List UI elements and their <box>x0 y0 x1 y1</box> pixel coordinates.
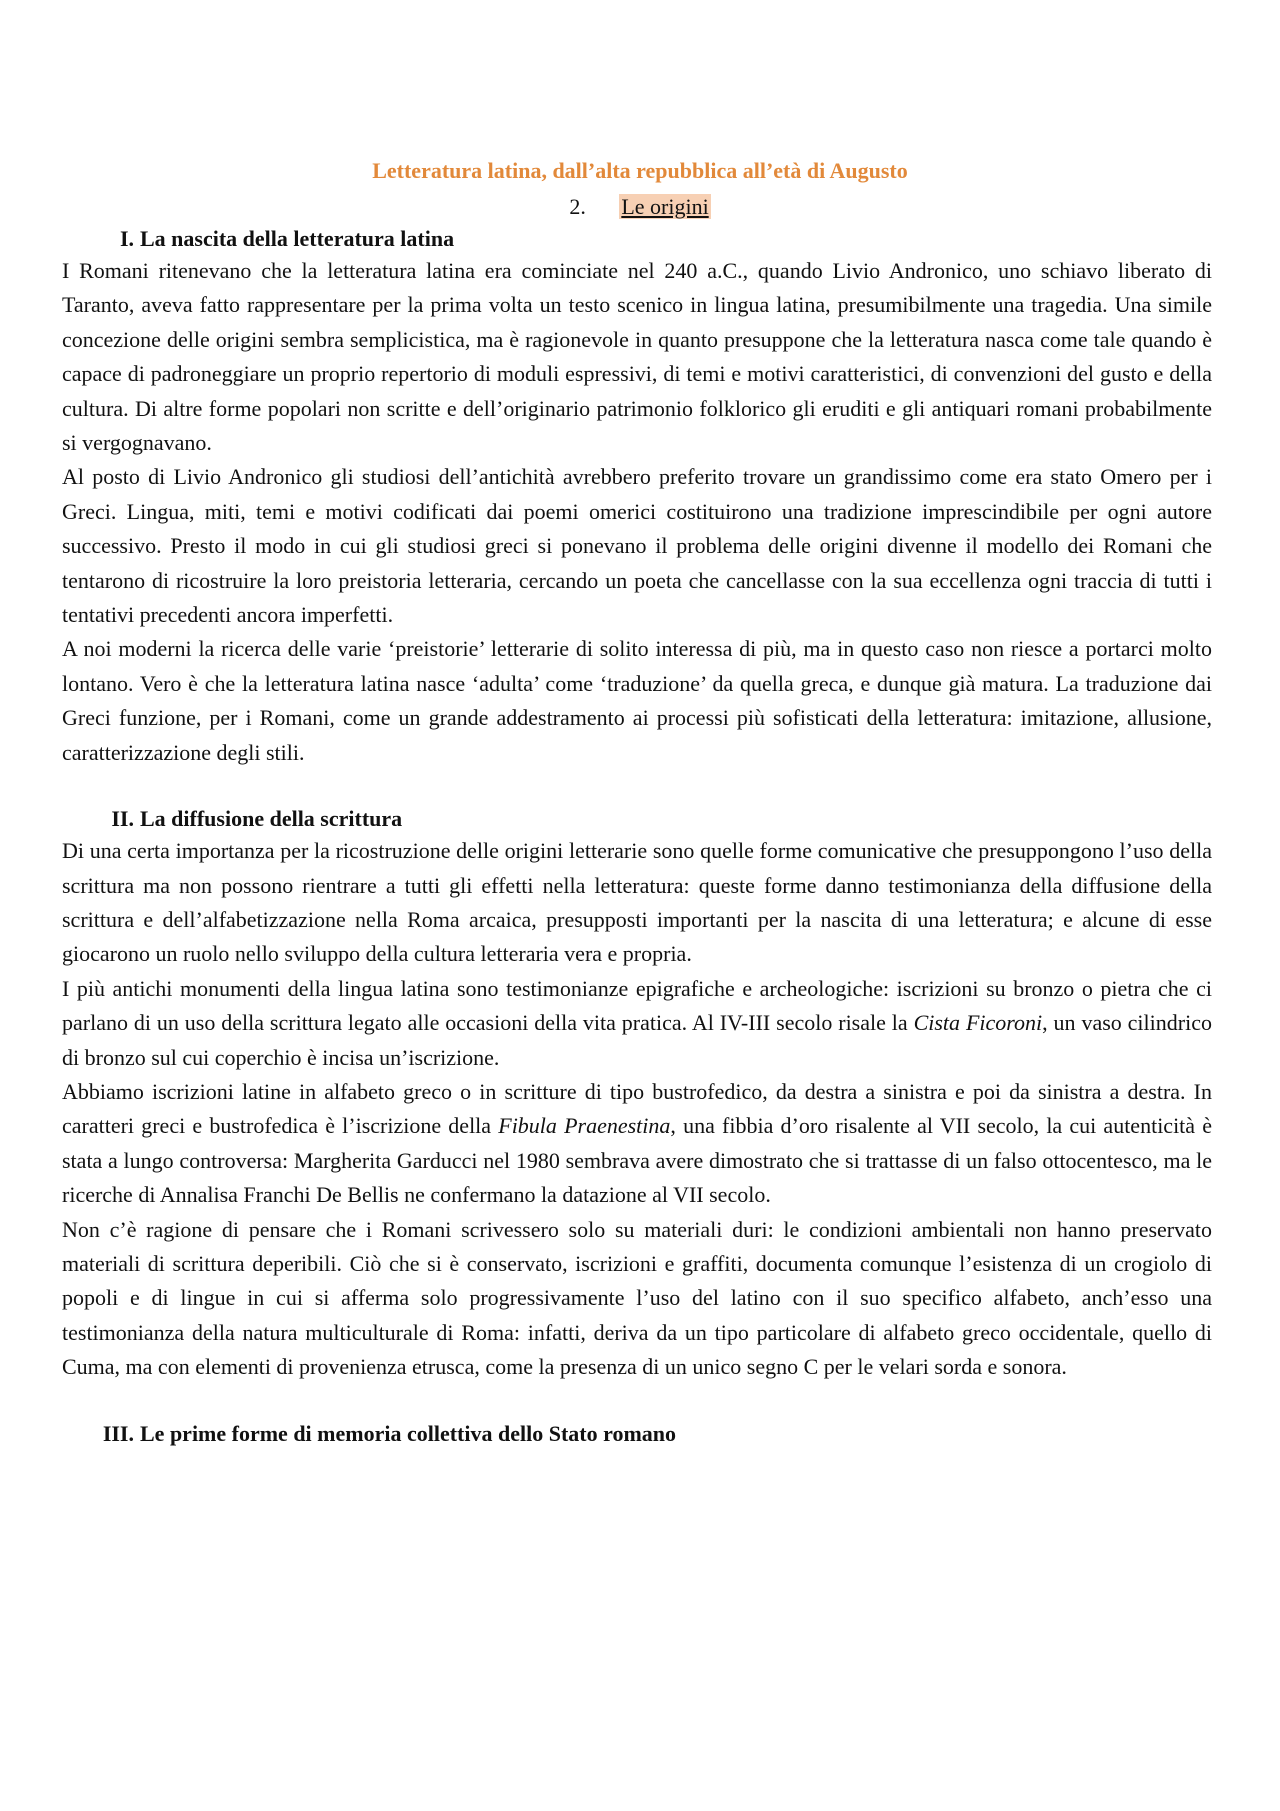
section-heading <box>62 804 1212 834</box>
document-subtitle <box>0 192 1280 222</box>
section-heading <box>62 1419 1212 1449</box>
paragraph-text: , una fibbia d’oro risalente al VII secolo, la cui autenticità è stata a lungo controversa: Margherita Garducci nel 1980 sembrava avere dimostrato che si trattasse di un falso ottocentesco, ma le ricerche di Annalisa Franchi De Bellis ne confermano la datazione al VII secolo. <box>62 1113 1212 1208</box>
document-body <box>62 224 1212 1449</box>
paragraph-text: I più antichi monumenti della lingua latina sono testimonianze epigrafiche e archeologiche: iscrizioni su bronzo o pietra che ci parlano di un uso della scrittura legato alle occasioni della vita pratica. Al IV-III secolo risale la <box>62 975 1212 1036</box>
section-heading-text: La diffusione della scrittura <box>140 806 403 832</box>
paragraph-text: Non c’è ragione di pensare che i Romani scrivessero solo su materiali duri: le condizioni ambientali non hanno preservato materiali di scrittura deperibili. Ciò che si è conservato, iscrizioni e graffiti, documenta comunque l’esistenza di un crogiolo di popoli e di lingue in cui si afferma solo progressivamente l’uso del latino con il suo specifico alfabeto, anch’esso una testimonianza della natura multiculturale di Roma: infatti, deriva da un tipo particolare di alfabeto greco occidentale, quello di Cuma, ma con elementi di provenienza etrusca, come la presenza di un unico segno C per le velari sorda e sonora. <box>62 1216 1212 1380</box>
section-heading-text: La nascita della letteratura latina <box>140 226 455 251</box>
paragraph-text: I Romani ritenevano che la letteratura latina era cominciate nel 240 a.C., quando Livio Andronico, uno schiavo liberato di Taranto, aveva fatto rappresentare per la prima volta un testo scenico in lingua latina, presumibilmente una tragedia. Una simile concezione delle origini sembra semplicistica, ma è ragionevole in quanto presuppone che la letteratura nasca come tale quando è capace di padroneggiare un proprio repertorio di moduli espressivi, di temi e motivi caratteristici, di convenzioni del gusto e della cultura. Di altre forme popolari non scritte e dell’originario patrimonio folklorico gli eruditi e gli antiquari romani probabilmente si vergognavano. <box>62 258 1212 456</box>
section-number: II. <box>111 806 134 832</box>
section-number: I. <box>119 226 134 251</box>
body-paragraph <box>62 460 1212 632</box>
paragraph-text: A noi moderni la ricerca delle varie ‘preistorie’ letterarie di solito interessa di più, ma in questo caso non riesce a portarci molto lontano. Vero è che la letteratura latina nasce ‘adulta’ come ‘traduzione’ da quella greca, e dunque già matura. La traduzione dai Greci funzione, per i Romani, come un grande addestramento ai processi più sofisticati della letteratura: imitazione, allusione, caratterizzazione degli stili. <box>62 636 1212 765</box>
body-paragraph <box>62 632 1212 770</box>
body-paragraph <box>62 1213 1212 1385</box>
italic-title-text: Fibula Praenestina <box>498 1113 671 1139</box>
paragraph-text: Di una certa importanza per la ricostruzione delle origini letterarie sono quelle forme comunicative che presuppongono l’uso della scrittura ma non possono rientrare a tutti gli effetti nella letteratura: queste forme danno testimonianza della diffusione della scrittura e dell’alfabetizzazione nella Roma arcaica, presupposti importanti per la nascita di una letteratura; e alcune di esse giocarono un ruolo nello sviluppo della cultura letteraria vera e propria. <box>62 838 1212 967</box>
paragraph-text: , un vaso cilindrico di bronzo sul cui coperchio è incisa un’iscrizione. <box>62 1010 1212 1070</box>
section-spacer <box>62 770 1212 804</box>
italic-title-text: Cista Ficoroni <box>913 1010 1043 1036</box>
section-heading-text: Le prime forme di memoria collettiva dello Stato romano <box>140 1420 677 1446</box>
section-heading <box>62 224 1212 254</box>
body-paragraph <box>62 1075 1212 1213</box>
body-paragraph <box>62 834 1212 972</box>
document-title: Letteratura latina, dall’alta repubblica all’età di Augusto <box>372 158 908 183</box>
section-spacer <box>62 1385 1212 1419</box>
body-paragraph <box>62 254 1212 460</box>
paragraph-text: Al posto di Livio Andronico gli studiosi dell’antichità avrebbero preferito trovare un grandissimo come era stato Omero per i Greci. Lingua, miti, temi e motivi codificati dai poemi omerici costituirono una tradizione imprescindibile per ogni autore successivo. Presto il modo in cui gli studiosi greci si ponevano il problema delle origini divenne il modello dei Romani che tentarono di ricostruire la loro preistoria letteraria, cercando un poeta che cancellasse con la sua eccellenza ogni traccia di tutti i tentativi precedenti ancora imperfetti. <box>62 464 1212 628</box>
subtitle-number: 2. <box>569 194 586 219</box>
subtitle-text: Le origini <box>621 194 709 219</box>
paragraph-text: Abbiamo iscrizioni latine in alfabeto greco o in scritture di tipo bustrofedico, da destra a sinistra e poi da sinistra a destra. In caratteri greci e bustrofedica è l’iscrizione della <box>62 1078 1212 1139</box>
body-paragraph <box>62 972 1212 1075</box>
section-number: III. <box>102 1420 134 1446</box>
